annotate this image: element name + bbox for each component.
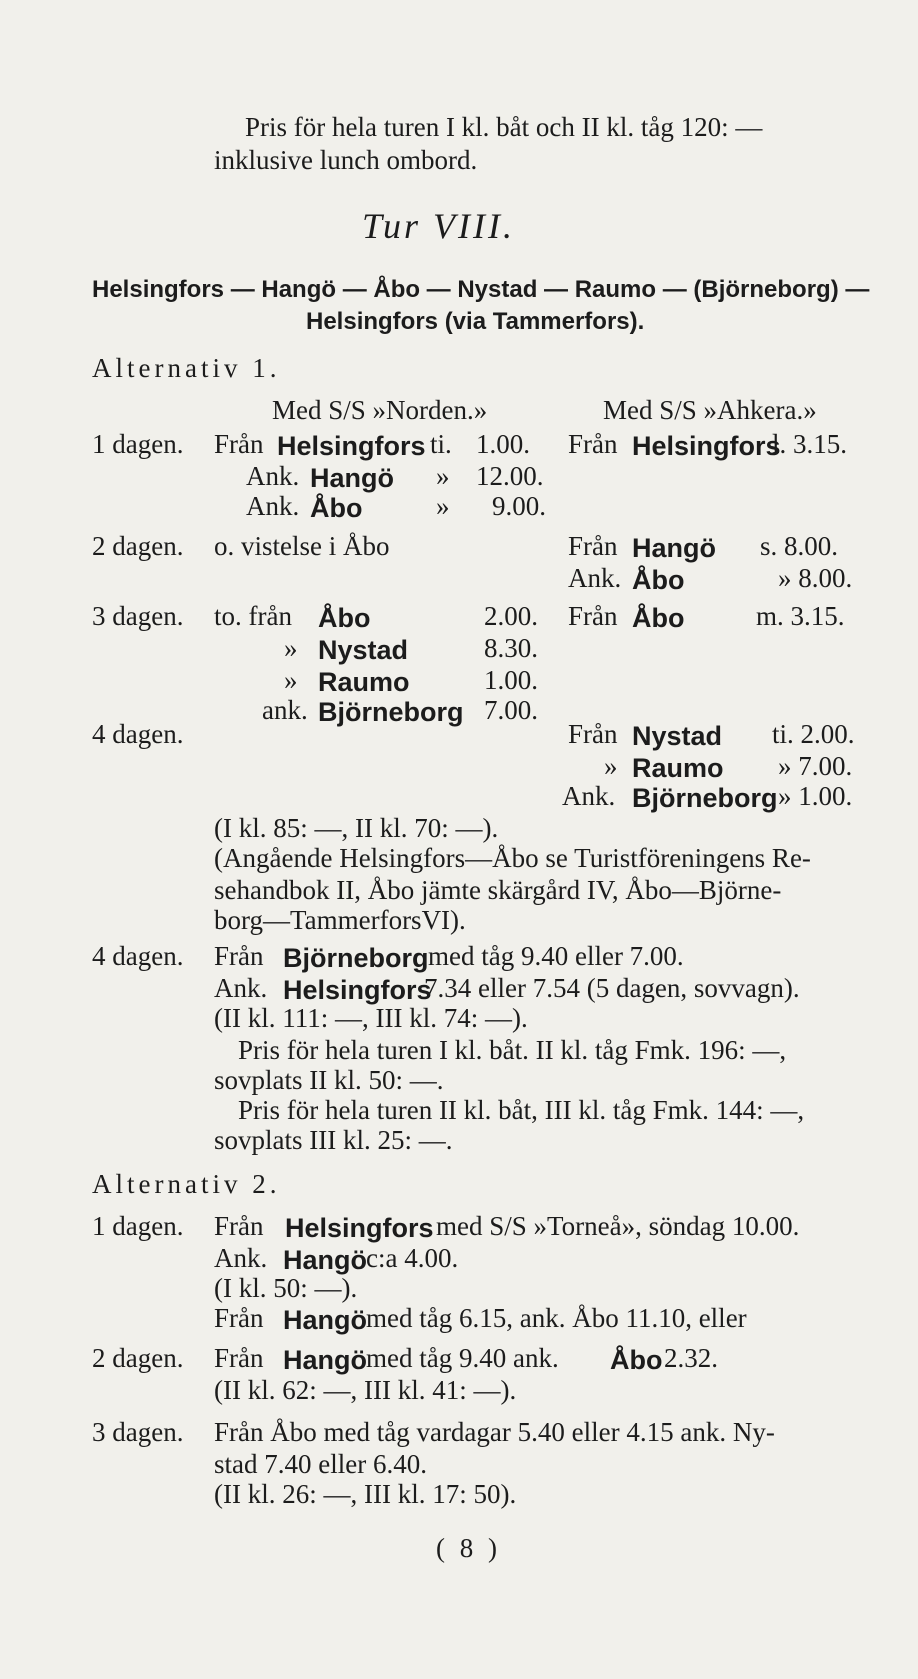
- alt2-d1-l3: (I kl. 50: —).: [214, 1273, 358, 1303]
- alt1-note-2: sehandbok II, Åbo jämte skärgård IV, Åbo—Björne-: [214, 875, 782, 905]
- alt2-heading: Alternativ 2.: [92, 1169, 281, 1199]
- alt1-d4b-l2-place: Helsingfors: [283, 975, 432, 1005]
- alt1-d1-r3-time: 9.00.: [492, 491, 546, 521]
- alt1-d3-r2-place: Nystad: [318, 635, 409, 665]
- alt1-d2-r2-time: » 8.00.: [778, 563, 853, 593]
- alt1-d4b-l5: sovplats II kl. 50: —.: [214, 1065, 444, 1095]
- alt1-d1-r3-ditto: »: [436, 491, 450, 521]
- alt1-d3-r3-time: 1.00.: [484, 665, 538, 695]
- alt2-d1-l1-place: Helsingfors: [285, 1213, 434, 1243]
- alt1-d3-r2-ditto: »: [284, 633, 298, 663]
- alt1-d4b-l6: Pris för hela turen II kl. båt, III kl. tåg Fmk. 144: —,: [238, 1095, 805, 1125]
- alt1-d3-r1-time: 2.00.: [484, 601, 538, 631]
- alt1-d3-r1-place-b: Åbo: [632, 603, 685, 633]
- alt2-day1-label: 1 dagen.: [92, 1211, 184, 1241]
- alt1-d1-r2-time: 12.00.: [476, 461, 544, 491]
- alt2-d1-l4-place: Hangö: [283, 1305, 367, 1335]
- alt1-d3-r3-place: Raumo: [318, 667, 410, 697]
- alt2-d1-l1-fran: Från: [214, 1211, 264, 1241]
- alt1-d1-r1-time-b: l. 3.15.: [772, 429, 848, 459]
- alt1-d4b-l2-rest: 7.34 eller 7.54 (5 dagen, sovvagn).: [424, 973, 800, 1003]
- alt1-d1-r3-ank: Ank.: [246, 491, 300, 521]
- intro-line-2: inklusive lunch ombord.: [214, 145, 478, 175]
- route-line-1: Helsingfors — Hangö — Åbo — Nystad — Raumo — (Björneborg) —: [92, 276, 870, 303]
- alt2-d2-l1-place: Hangö: [283, 1345, 367, 1375]
- alt2-d3-l1: Från Åbo med tåg vardagar 5.40 eller 4.15 ank. Ny-: [214, 1417, 775, 1447]
- alt1-d1-r1-place: Helsingfors: [277, 431, 426, 461]
- alt2-day3-label: 3 dagen.: [92, 1417, 184, 1447]
- alt2-d2-l1-place-b: Åbo: [610, 1345, 663, 1375]
- alt1-d3-r4-ank: ank.: [262, 695, 308, 725]
- alt1-d4b-l2-ank: Ank.: [214, 973, 268, 1003]
- alt1-d1-r3-place: Åbo: [310, 493, 363, 523]
- alt1-d4-r2-ditto: »: [604, 751, 618, 781]
- alt2-d2-l1-mid: med tåg 9.40 ank.: [366, 1343, 559, 1373]
- alt1-d4b-l3: (II kl. 111: —, III kl. 74: —).: [214, 1003, 528, 1033]
- alt1-d1-r1-place-b: Helsingfors: [632, 431, 781, 461]
- alt2-d1-l1-rest: med S/S »Torneå», söndag 10.00.: [436, 1211, 800, 1241]
- alt1-d1-r1-fran: Från: [214, 429, 264, 459]
- alt1-d1-r2-place: Hangö: [310, 463, 394, 493]
- alt1-day4-label: 4 dagen.: [92, 719, 184, 749]
- alt1-d4b-l4: Pris för hela turen I kl. båt. II kl. tåg Fmk. 196: —,: [238, 1035, 787, 1065]
- alt1-d2-r2-ank: Ank.: [568, 563, 622, 593]
- alt1-d1-r1-fran-b: Från: [568, 429, 618, 459]
- alt1-d3-r1-fran: Från: [568, 601, 618, 631]
- ship-ahkera: Med S/S »Ahkera.»: [603, 395, 817, 425]
- alt1-d4-r3-ank: Ank.: [562, 781, 616, 811]
- tour-title: Tur VIII.: [362, 206, 515, 246]
- alt1-d4b-l1-fran: Från: [214, 941, 264, 971]
- alt1-d4b-l1-place: Björneborg: [283, 943, 429, 973]
- alt2-d3-l2: stad 7.40 eller 6.40.: [214, 1449, 427, 1479]
- alt1-d4-r3-time: » 1.00.: [778, 781, 853, 811]
- alt2-d2-l1-time: 2.32.: [664, 1343, 718, 1373]
- alt1-heading: Alternativ 1.: [92, 353, 281, 383]
- alt1-d4-r2-place: Raumo: [632, 753, 724, 783]
- alt2-d2-l2: (II kl. 62: —, III kl. 41: —).: [214, 1375, 517, 1405]
- alt1-d1-r2-ditto: »: [436, 461, 450, 491]
- alt1-d4b-l7: sovplats III kl. 25: —.: [214, 1125, 453, 1155]
- alt1-d2-r2-place: Åbo: [632, 565, 685, 595]
- alt1-d1-r2-ank: Ank.: [246, 461, 300, 491]
- alt1-d4-r1-place: Nystad: [632, 721, 723, 751]
- ship-norden: Med S/S »Norden.»: [272, 395, 488, 425]
- alt1-d4-r2-time: » 7.00.: [778, 751, 853, 781]
- alt1-d3-r3-ditto: »: [284, 665, 298, 695]
- alt1-d3-r1-time-b: m. 3.15.: [756, 601, 845, 631]
- alt1-d1-r1-day: ti.: [430, 429, 452, 459]
- route-line-2-text: Helsingfors (via Tammerfors).: [306, 308, 645, 335]
- alt1-day1-label: 1 dagen.: [92, 429, 184, 459]
- alt1-d4b-l1-rest: med tåg 9.40 eller 7.00.: [428, 941, 684, 971]
- alt1-d4-r3-place: Björneborg: [632, 783, 778, 813]
- intro-line-1: Pris för hela turen I kl. båt och II kl. tåg 120: —: [245, 112, 763, 142]
- route-line-2: [306, 304, 644, 338]
- alt1-day2-label: 2 dagen.: [92, 531, 184, 561]
- alt2-d3-l3: (II kl. 26: —, III kl. 17: 50).: [214, 1479, 517, 1509]
- alt1-note-1: (Angående Helsingfors—Åbo se Turistföreningens Re-: [214, 843, 811, 873]
- page-number: ( 8 ): [436, 1533, 501, 1563]
- alt2-d1-l2-place: Hangö: [283, 1245, 367, 1275]
- alt1-day4b-label: 4 dagen.: [92, 941, 184, 971]
- alt1-d4-r1-fran: Från: [568, 719, 618, 749]
- alt1-d3-r1-lead: to. från: [214, 601, 292, 631]
- alt2-d1-l4-rest: med tåg 6.15, ank. Åbo 11.10, eller: [366, 1303, 747, 1333]
- alt1-d3-r4-place: Björneborg: [318, 697, 464, 727]
- alt1-d2-stay: o. vistelse i Åbo: [214, 531, 390, 561]
- alt1-d3-r1-place: Åbo: [318, 603, 371, 633]
- alt2-d2-l1-fran: Från: [214, 1343, 264, 1373]
- alt1-d4-r1-time: ti. 2.00.: [772, 719, 855, 749]
- alt1-d2-r1-time: s. 8.00.: [760, 531, 839, 561]
- alt1-price: (I kl. 85: —, II kl. 70: —).: [214, 813, 499, 843]
- alt1-d2-r1-place: Hangö: [632, 533, 716, 563]
- alt1-d2-r1-fran: Från: [568, 531, 618, 561]
- alt1-d3-r4-time: 7.00.: [484, 695, 538, 725]
- alt1-d1-r1-time: 1.00.: [476, 429, 530, 459]
- alt1-d3-r2-time: 8.30.: [484, 633, 538, 663]
- alt1-note-3: borg—TammerforsVI).: [214, 905, 466, 935]
- alt1-day3-label: 3 dagen.: [92, 601, 184, 631]
- alt2-day2-label: 2 dagen.: [92, 1343, 184, 1373]
- alt2-d1-l2-ank: Ank.: [214, 1243, 268, 1273]
- alt2-d1-l4-fran: Från: [214, 1303, 264, 1333]
- alt2-d1-l2-rest: c:a 4.00.: [366, 1243, 459, 1273]
